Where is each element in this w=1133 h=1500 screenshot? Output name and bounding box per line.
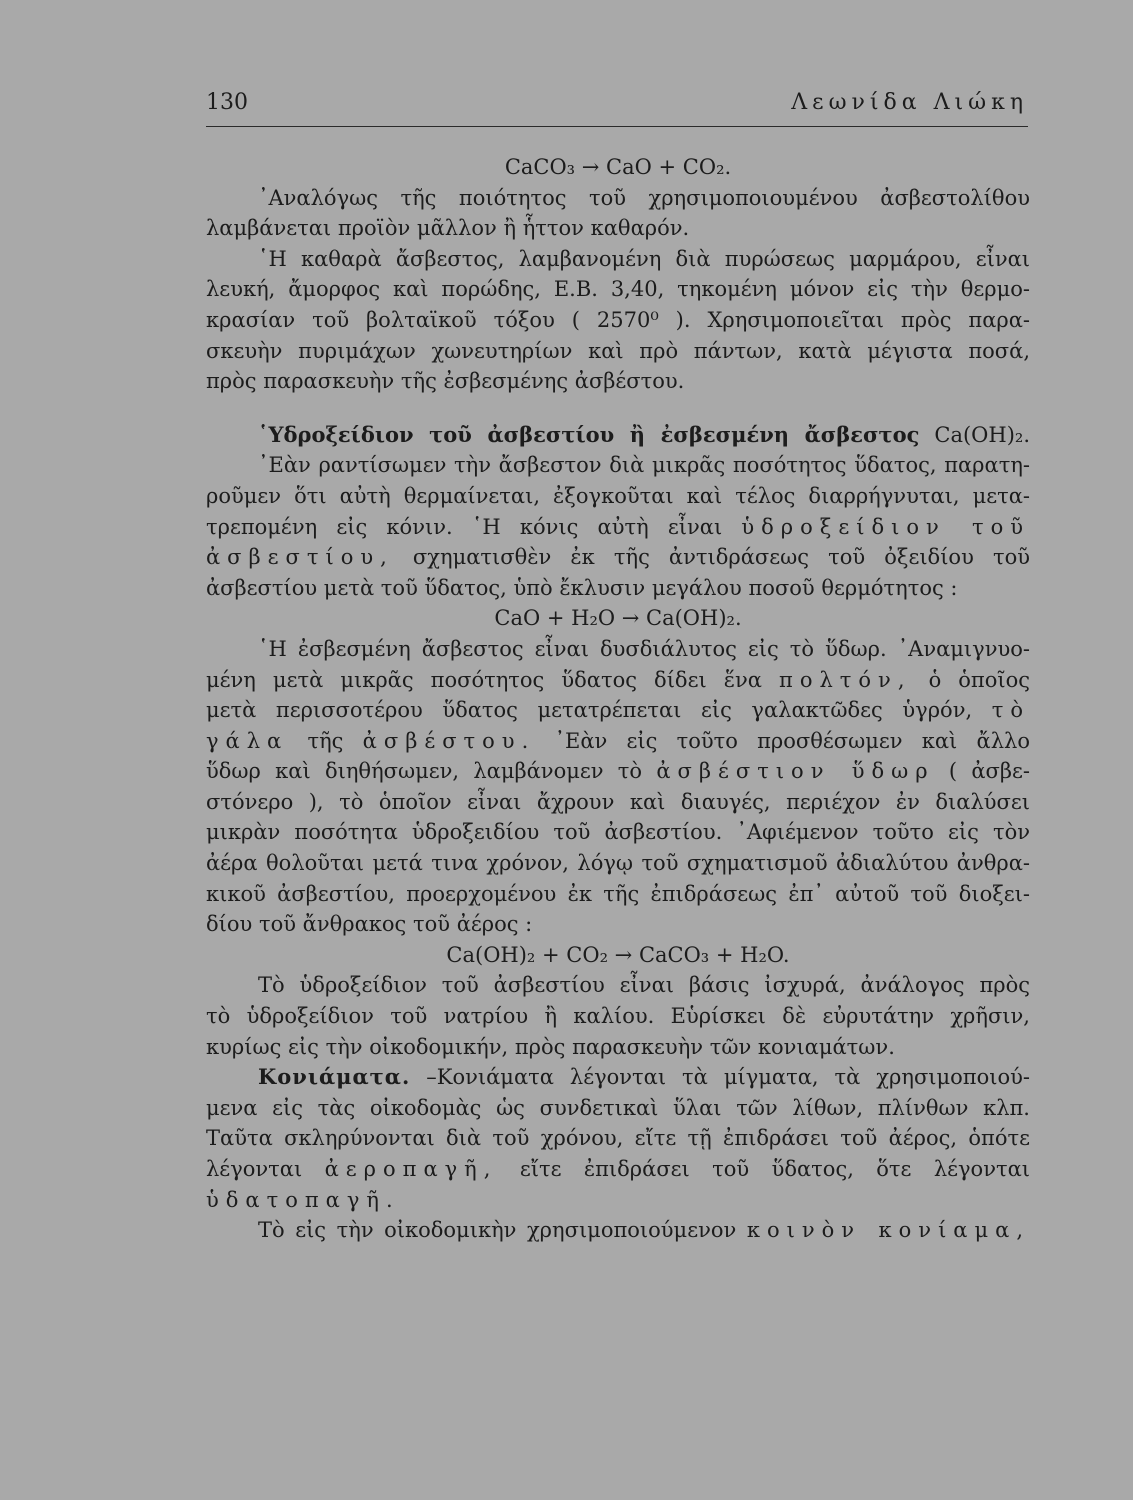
text-line: ῾Η ἐσβεσμένη ἄσβεστος εἶναι δυσδιάλυτος εἰς τὸ ὕδωρ. ᾿Αναμιγνυο- <box>258 636 1030 661</box>
text-line: ἀέρα θολοῦται μετά τινα χρόνον, λόγῳ τοῦ σχηματισμοῦ ἀδιαλύτου ἀνθρα- <box>206 851 1030 876</box>
page-number: 130 <box>206 90 248 115</box>
page-header <box>206 90 1028 130</box>
text-span: ὕδωρ καὶ διηθήσωμεν, λαμβάνομεν τὸ <box>206 759 643 784</box>
text-line: δίου τοῦ ἄνθρακος τοῦ ἀέρος : <box>206 912 533 937</box>
spaced-term-line: ὑδατοπαγῆ. <box>206 1187 400 1212</box>
equation-carbonation: Ca(OH)₂ + CO₂ → CaCO₃ + H₂O. <box>446 942 790 967</box>
text-span: Τὸ εἰς τὴν οἰκοδομικὴν χρησιμοποιούμενον <box>258 1218 737 1243</box>
equation-slaking: CaO + H₂O → Ca(OH)₂. <box>494 606 742 631</box>
spaced-term: ἀσβέστιον ὕδωρ <box>656 759 935 784</box>
text-line: κυρίως εἰς τὴν οἰκοδομικήν, πρὸς παρασκευὴν τῶν κονιαμάτων. <box>206 1034 895 1059</box>
section-heading-title: ῾Υδροξείδιον τοῦ ἀσβεστίου ἢ ἐσβεσμένη ἄσβεστος <box>258 421 920 447</box>
text-line: ᾿Εὰν ραντίσωμεν τὴν ἄσβεστον διὰ μικρᾶς ποσότητος ὕδατος, παρατη- <box>258 453 1030 478</box>
paragraph-title: Κονιάματα. <box>258 1064 411 1090</box>
text-span: –Κονιάματα λέγονται τὰ μίγματα, τὰ χρησιμοποιού- <box>426 1065 1030 1090</box>
text-line: ᾿Αναλόγως τῆς ποιότητος τοῦ χρησιμοποιουμένου ἀσβεστολίθου <box>258 185 1030 210</box>
text-line: ἀσβεστίου μετὰ τοῦ ὕδατος, ὑπὸ ἔκλυσιν μεγάλου ποσοῦ θερμότητος : <box>206 575 958 600</box>
header-rule <box>206 126 1028 127</box>
spaced-term: ἀεροπαγῆ, <box>324 1157 498 1181</box>
text-line: μενα εἰς τὰς οἰκοδομὰς ὡς συνδετικαὶ ὕλαι τῶν λίθων, πλίνθων κλπ. <box>206 1095 1030 1120</box>
text-line: Ταῦτα σκληρύνονται διὰ τοῦ χρόνου, εἴτε τῇ ἐπιδράσει τοῦ ἀέρος, ὁπότε <box>206 1126 1030 1151</box>
page-body <box>206 152 1030 1246</box>
text-span: εἴτε ἐπιδράσει τοῦ ὕδατος, ὅτε λέγονται <box>519 1157 1030 1181</box>
text-line <box>206 1062 1030 1093</box>
text-line <box>206 756 1030 787</box>
text-line <box>206 1154 1030 1185</box>
running-head-author: Λεωνίδα Λιώκη <box>791 90 1028 115</box>
equation-calcination: CaCO₃ → CaO + CO₂. <box>504 155 732 179</box>
text-span: τῆς <box>307 728 344 753</box>
spaced-term: γάλα <box>206 728 289 753</box>
text-line: κρασίαν τοῦ βολταϊκοῦ τόξου ( 2570⁰ ). Χρησιμοποιεῖται πρὸς παρα- <box>206 307 1030 332</box>
text-span: μένη μετὰ μικρᾶς ποσότητος ὕδατος δίδει ἕνα <box>206 667 762 692</box>
section-heading <box>206 420 1030 451</box>
spaced-term: τὸ <box>991 698 1030 723</box>
text-line: λευκή, ἄμορφος καὶ πορώδης, Ε.Β. 3,40, τηκομένη μόνον εἰς τὴν θερμο- <box>206 277 1030 302</box>
text-line <box>206 665 1030 696</box>
spaced-term: κοινὸν κονίαμα, <box>746 1218 1030 1243</box>
text-span: ( ἀσβε- <box>948 759 1030 784</box>
text-line: Τὸ ὑδροξείδιον τοῦ ἀσβεστίου εἶναι βάσις ἰσχυρά, ἀνάλογος πρὸς <box>258 973 1030 998</box>
spaced-term: ὑδροξείδιον τοῦ <box>741 514 1030 539</box>
spaced-term: πολτόν, <box>779 667 912 692</box>
text-span: ὁ ὁποῖος <box>928 667 1030 692</box>
text-span: λέγονται <box>206 1157 303 1181</box>
text-line: ροῦμεν ὅτι αὐτὴ θερμαίνεται, ἐξογκοῦται καὶ τέλος διαρρήγνυται, μετα- <box>206 483 1030 508</box>
section-heading-formula: Ca(OH)₂. <box>934 422 1030 447</box>
text-line: κικοῦ ἀσβεστίου, προερχομένου ἐκ τῆς ἐπιδράσεως ἐπ᾿ αὐτοῦ τοῦ διοξει- <box>206 881 1030 906</box>
text-line: πρὸς παρασκευὴν τῆς ἐσβεσμένης ἀσβέστου. <box>206 369 685 394</box>
text-line: μικρὰν ποσότητα ὑδροξειδίου τοῦ ἀσβεστίου. ᾿Αφιέμενον τοῦτο εἰς τὸν <box>206 820 1030 845</box>
text-span: τρεπομένη εἰς κόνιν. ῾Η κόνις αὐτὴ εἶναι <box>206 514 723 539</box>
text-line <box>206 1215 1030 1246</box>
spaced-term: ἀσβέστου. <box>362 728 536 753</box>
text-line: ῾Η καθαρὰ ἄσβεστος, λαμβανομένη διὰ πυρώσεως μαρμάρου, εἶναι <box>258 246 1030 271</box>
text-line <box>206 726 1030 757</box>
text-span: ᾿Εὰν εἰς τοῦτο προσθέσωμεν καὶ ἄλλο <box>554 728 1030 753</box>
text-line: σκευὴν πυριμάχων χωνευτηρίων καὶ πρὸ πάντων, κατὰ μέγιστα ποσά, <box>206 338 1030 363</box>
text-span: σχηματισθὲν ἐκ τῆς ἀντιδράσεως τοῦ ὀξειδίου τοῦ <box>412 545 1030 570</box>
text-line <box>206 512 1030 543</box>
text-line <box>206 695 1030 726</box>
text-line: τὸ ὑδροξείδιον τοῦ νατρίου ἢ καλίου. Εὑρίσκει δὲ εὐρυτάτην χρῆσιν, <box>206 1004 1030 1029</box>
text-line: στόνερο ), τὸ ὁποῖον εἶναι ἄχρουν καὶ διαυγές, περιέχον ἐν διαλύσει <box>206 789 1030 814</box>
section-gap <box>206 397 1030 420</box>
text-line: λαμβάνεται προϊὸν μᾶλλον ἢ ἧττον καθαρόν. <box>206 216 690 241</box>
spaced-term: ἀσβεστίου, <box>206 545 394 570</box>
text-line <box>206 542 1030 573</box>
text-span: μετὰ περισσοτέρου ὕδατος μετατρέπεται εἰς γαλακτῶδες ὑγρόν, <box>206 698 973 723</box>
